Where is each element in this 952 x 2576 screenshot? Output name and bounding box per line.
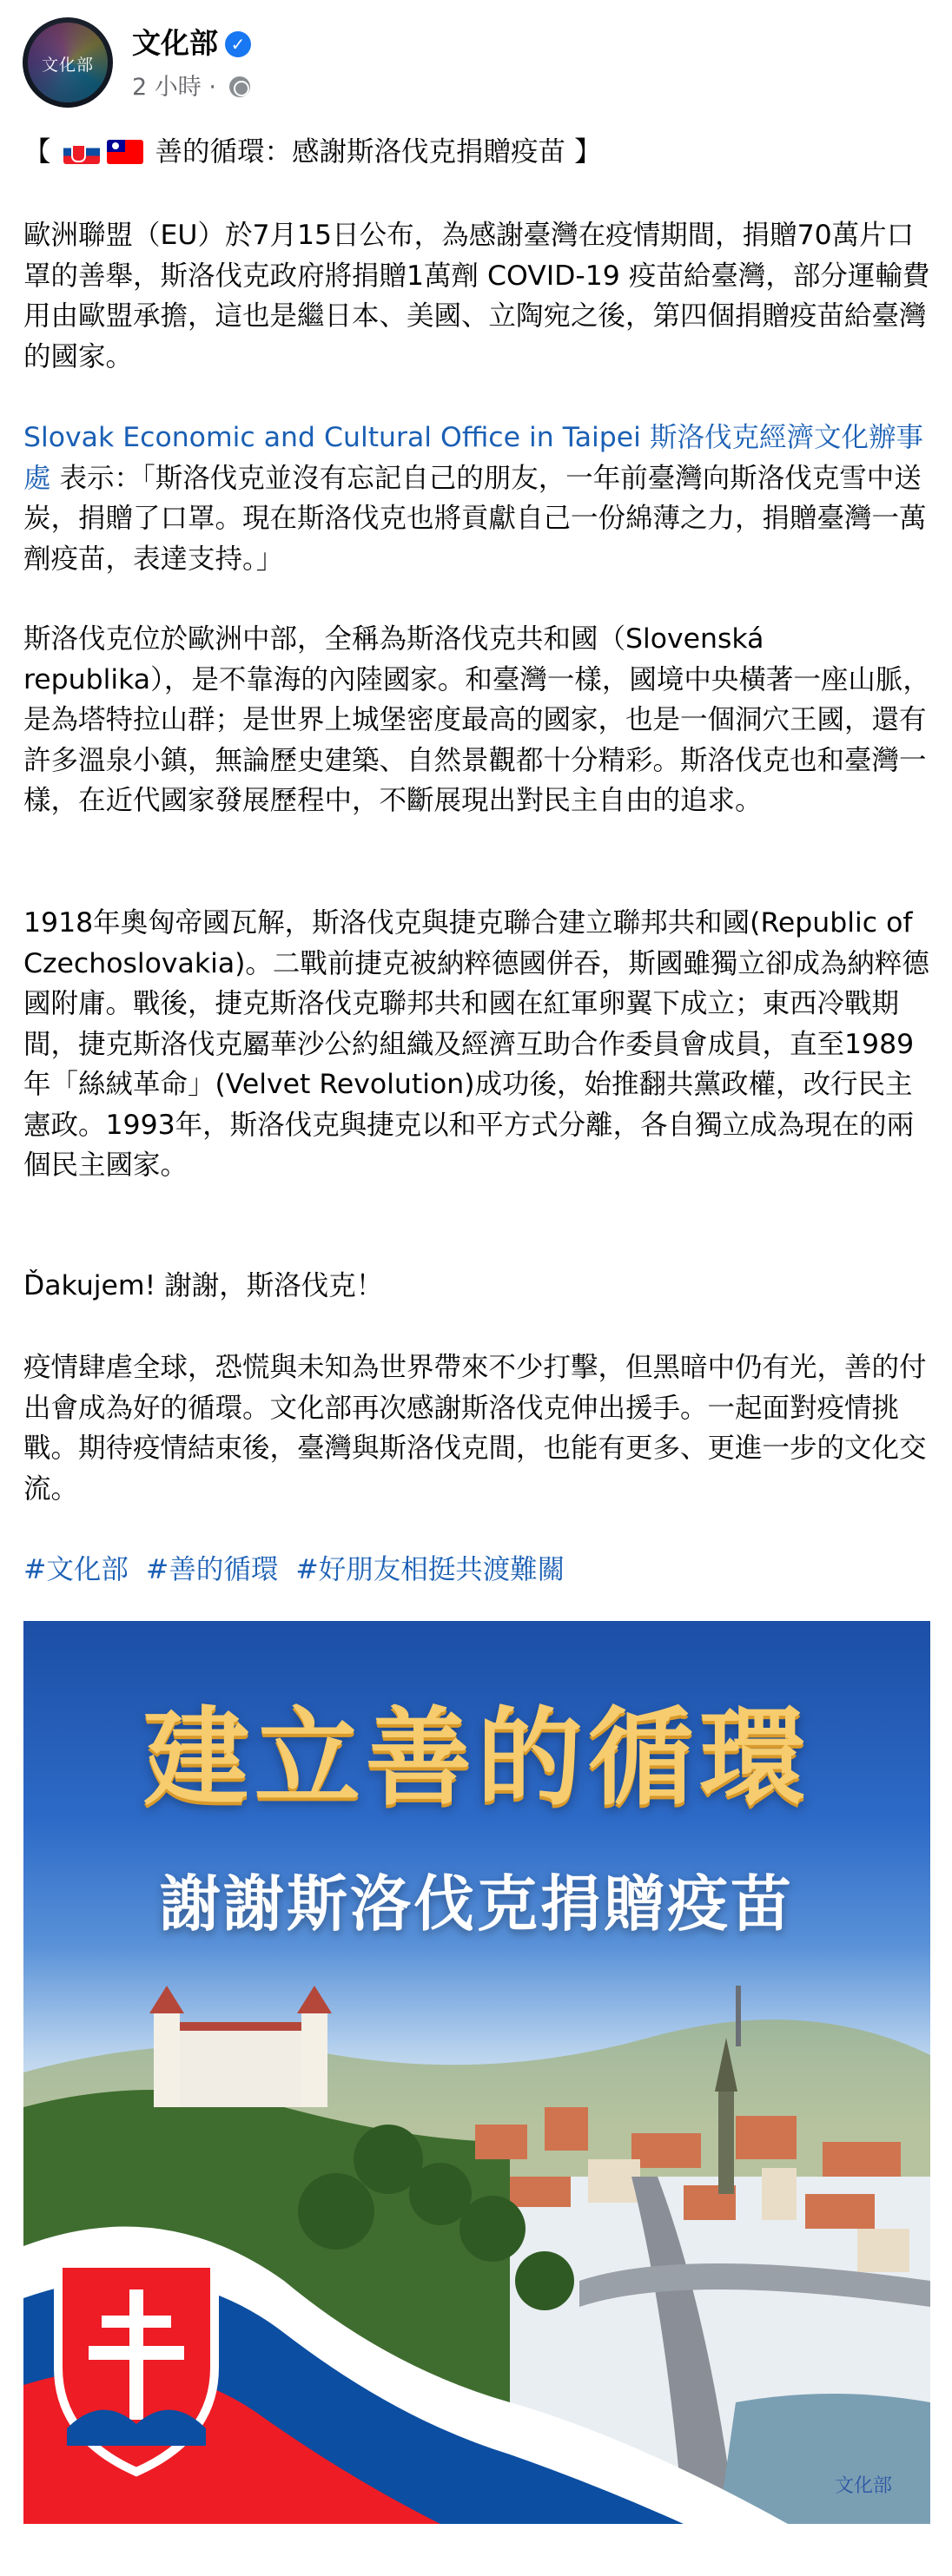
- post-image[interactable]: [23, 1621, 930, 2524]
- paragraph-slovakia-intro: 斯洛伐克位於歐洲中部，全稱為斯洛伐克共和國（Slovenská republika），是不靠海的內陸國家。和臺灣一樣，國境中央橫著一座山脈，是為塔特拉山群；是世界上城堡密度最高的國家，也是一個洞穴王國，還有許多溫泉小鎮，無論歷史建築、自然景觀都十分精彩。斯洛伐克也和臺灣一樣，在近代國家發展歷程中，不斷展現出對民主自由的追求。: [23, 623, 930, 816]
- slovak-office-link[interactable]: Slovak Economic and Cultural Office in Taipei 斯洛伐克經濟文化辦事處: [23, 422, 923, 494]
- banner-title: 建立善的循環: [143, 1696, 810, 1820]
- page-name-label[interactable]: 文化部: [132, 26, 218, 60]
- slovak-coat-of-arms: [58, 2263, 215, 2472]
- post-title: [23, 132, 931, 173]
- title-close-bracket: 】: [574, 136, 602, 168]
- hashtag-link[interactable]: #善的循環: [145, 1554, 279, 1585]
- banner-logo: 文化部: [834, 2475, 892, 2497]
- hashtag-link[interactable]: #好朋友相挺共渡難關: [295, 1554, 565, 1585]
- avatar-logo-text: 文化部: [41, 56, 94, 75]
- avatar[interactable]: [23, 17, 113, 108]
- paragraph-eu-announcement: 歐洲聯盟（EU）於7月15日公布，為感謝臺灣在疫情期間，捐贈70萬片口罩的善舉，斯洛伐克政府將捐贈1萬劑 COVID-19 疫苗給臺灣，部分運輸費用由歐盟承擔，這也是繼日本、美國、立陶宛之後，第四個捐贈疫苗給臺灣的國家。: [23, 220, 930, 372]
- title-open-bracket: 【: [23, 136, 51, 168]
- post-header: [23, 17, 929, 111]
- hashtag-link[interactable]: #文化部: [23, 1554, 129, 1585]
- office-statement-text: 表示：「斯洛伐克並沒有忘記自己的朋友，一年前臺灣向斯洛伐克雪中送炭，捐贈了口罩。現在斯洛伐克也將貢獻自己一份綿薄之力，捐贈臺灣一萬劑疫苗，表達支持。」: [23, 462, 927, 575]
- paragraph-office-statement: [23, 418, 931, 579]
- post-meta: 2 小時 ·: [132, 68, 250, 102]
- hashtags: [23, 1550, 931, 1591]
- globe-icon: [229, 76, 250, 97]
- page-name[interactable]: [132, 21, 251, 62]
- slovakia-flag-icon: [63, 140, 100, 164]
- paragraph-closing: 疫情肆虐全球，恐慌與未知為世界帶來不少打擊，但黑暗中仍有光，善的付出會成為好的循環。文化部再次感謝斯洛伐克伸出援手。一起面對疫情挑戰。期待疫情結束後，臺灣與斯洛伐克間，也能有更多、更進一步的文化交流。: [23, 1352, 927, 1505]
- castle-graphic: [149, 1986, 332, 2107]
- verified-badge-icon: ✓: [225, 31, 251, 57]
- post-timestamp[interactable]: 2 小時: [132, 74, 202, 101]
- taiwan-flag-icon: [107, 140, 143, 164]
- title-text: 善的循環：感謝斯洛伐克捐贈疫苗: [155, 136, 566, 168]
- banner-subtitle: 謝謝斯洛伐克捐贈疫苗: [160, 1868, 794, 1940]
- paragraph-thanks: Ďakujem! 謝謝，斯洛伐克！: [23, 1270, 384, 1301]
- paragraph-history: 1918年奧匈帝國瓦解，斯洛伐克與捷克聯合建立聯邦共和國(Republic of Czechoslovakia)。二戰前捷克被納粹德國併吞，斯國雖獨立卻成為納粹德國附庸。戰後，捷克斯洛伐克聯邦共和國在紅軍卵翼下成立；東西冷戰期間，捷克斯洛伐克屬華沙公約組織及經濟互助合作委員會成員，直至1989年「絲絨革命」(Velvet Revolution)成功後，始推翻共黨政權，改行民主憲政。1993年，斯洛伐克與捷克以和平方式分離，各自獨立成為現在的兩個民主國家。: [23, 907, 929, 1181]
